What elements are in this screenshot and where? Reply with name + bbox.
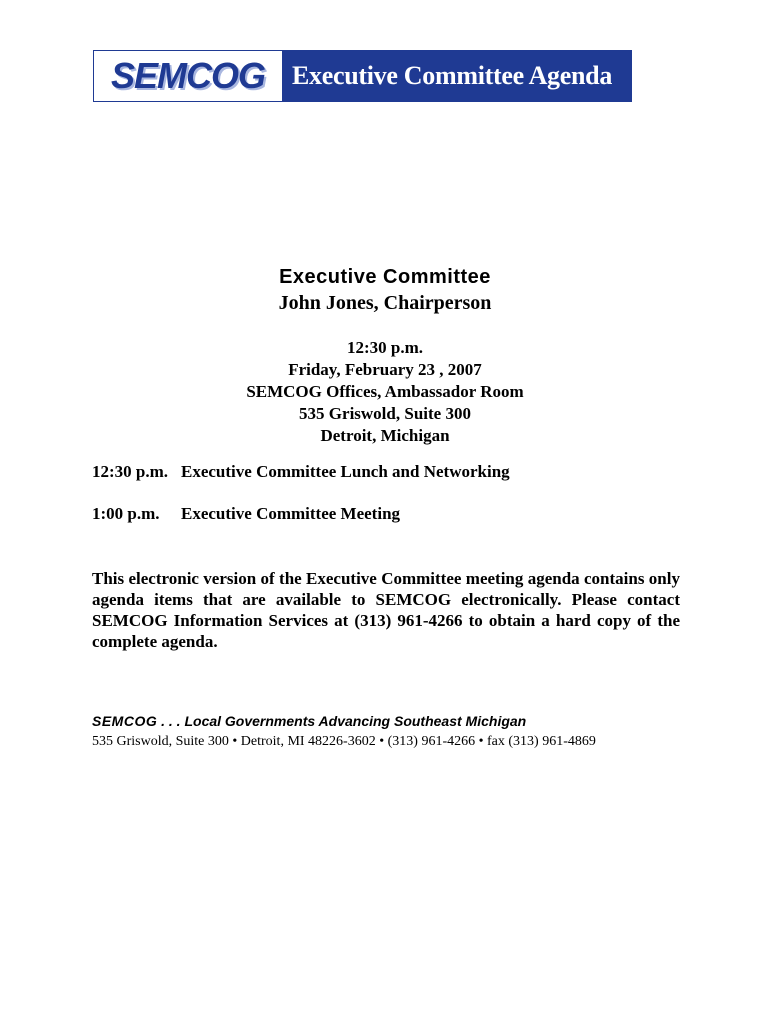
- document-title: Executive Committee Agenda: [292, 61, 613, 90]
- semcog-logo: [94, 51, 282, 101]
- footer-address: 535 Griswold, Suite 300 • Detroit, MI 48226-3602 • (313) 961-4266 • fax (313) 961-4869: [92, 734, 596, 749]
- banner-title-box: [282, 51, 631, 101]
- committee-title: Executive Committee: [279, 266, 491, 288]
- chairperson: John Jones, Chairperson: [278, 292, 492, 314]
- meeting-city: Detroit, Michigan: [320, 426, 450, 445]
- meeting-street: 535 Griswold, Suite 300: [299, 404, 471, 423]
- footer-brand: SEMCOG: [92, 713, 158, 729]
- agenda-title: Executive Committee Lunch and Networking: [181, 462, 510, 481]
- header-banner: [93, 50, 632, 102]
- electronic-version-notice: This electronic version of the Executive Committee meeting agenda contains only agenda items that are available to SEMCOG electronically. Please contact SEMCOG Information Services at (313) 961-4266 to obtain a hard copy of the complete agenda.: [92, 569, 680, 651]
- meeting-location: SEMCOG Offices, Ambassador Room: [246, 382, 524, 401]
- meeting-date: Friday, February 23 , 2007: [288, 360, 482, 379]
- agenda-time: 12:30 p.m.: [92, 462, 169, 481]
- agenda-title: Executive Committee Meeting: [181, 504, 401, 523]
- agenda-time: 1:00 p.m.: [92, 504, 160, 523]
- footer-tagline: [92, 713, 526, 729]
- logo-text: SEMCOG: [110, 55, 265, 96]
- meeting-time: 12:30 p.m.: [346, 338, 424, 357]
- agenda-item: [92, 504, 400, 524]
- footer-tagline-text: . . . Local Governments Advancing Southeast Michigan: [157, 713, 527, 729]
- meeting-details: [0, 337, 770, 447]
- agenda-item: [92, 462, 510, 482]
